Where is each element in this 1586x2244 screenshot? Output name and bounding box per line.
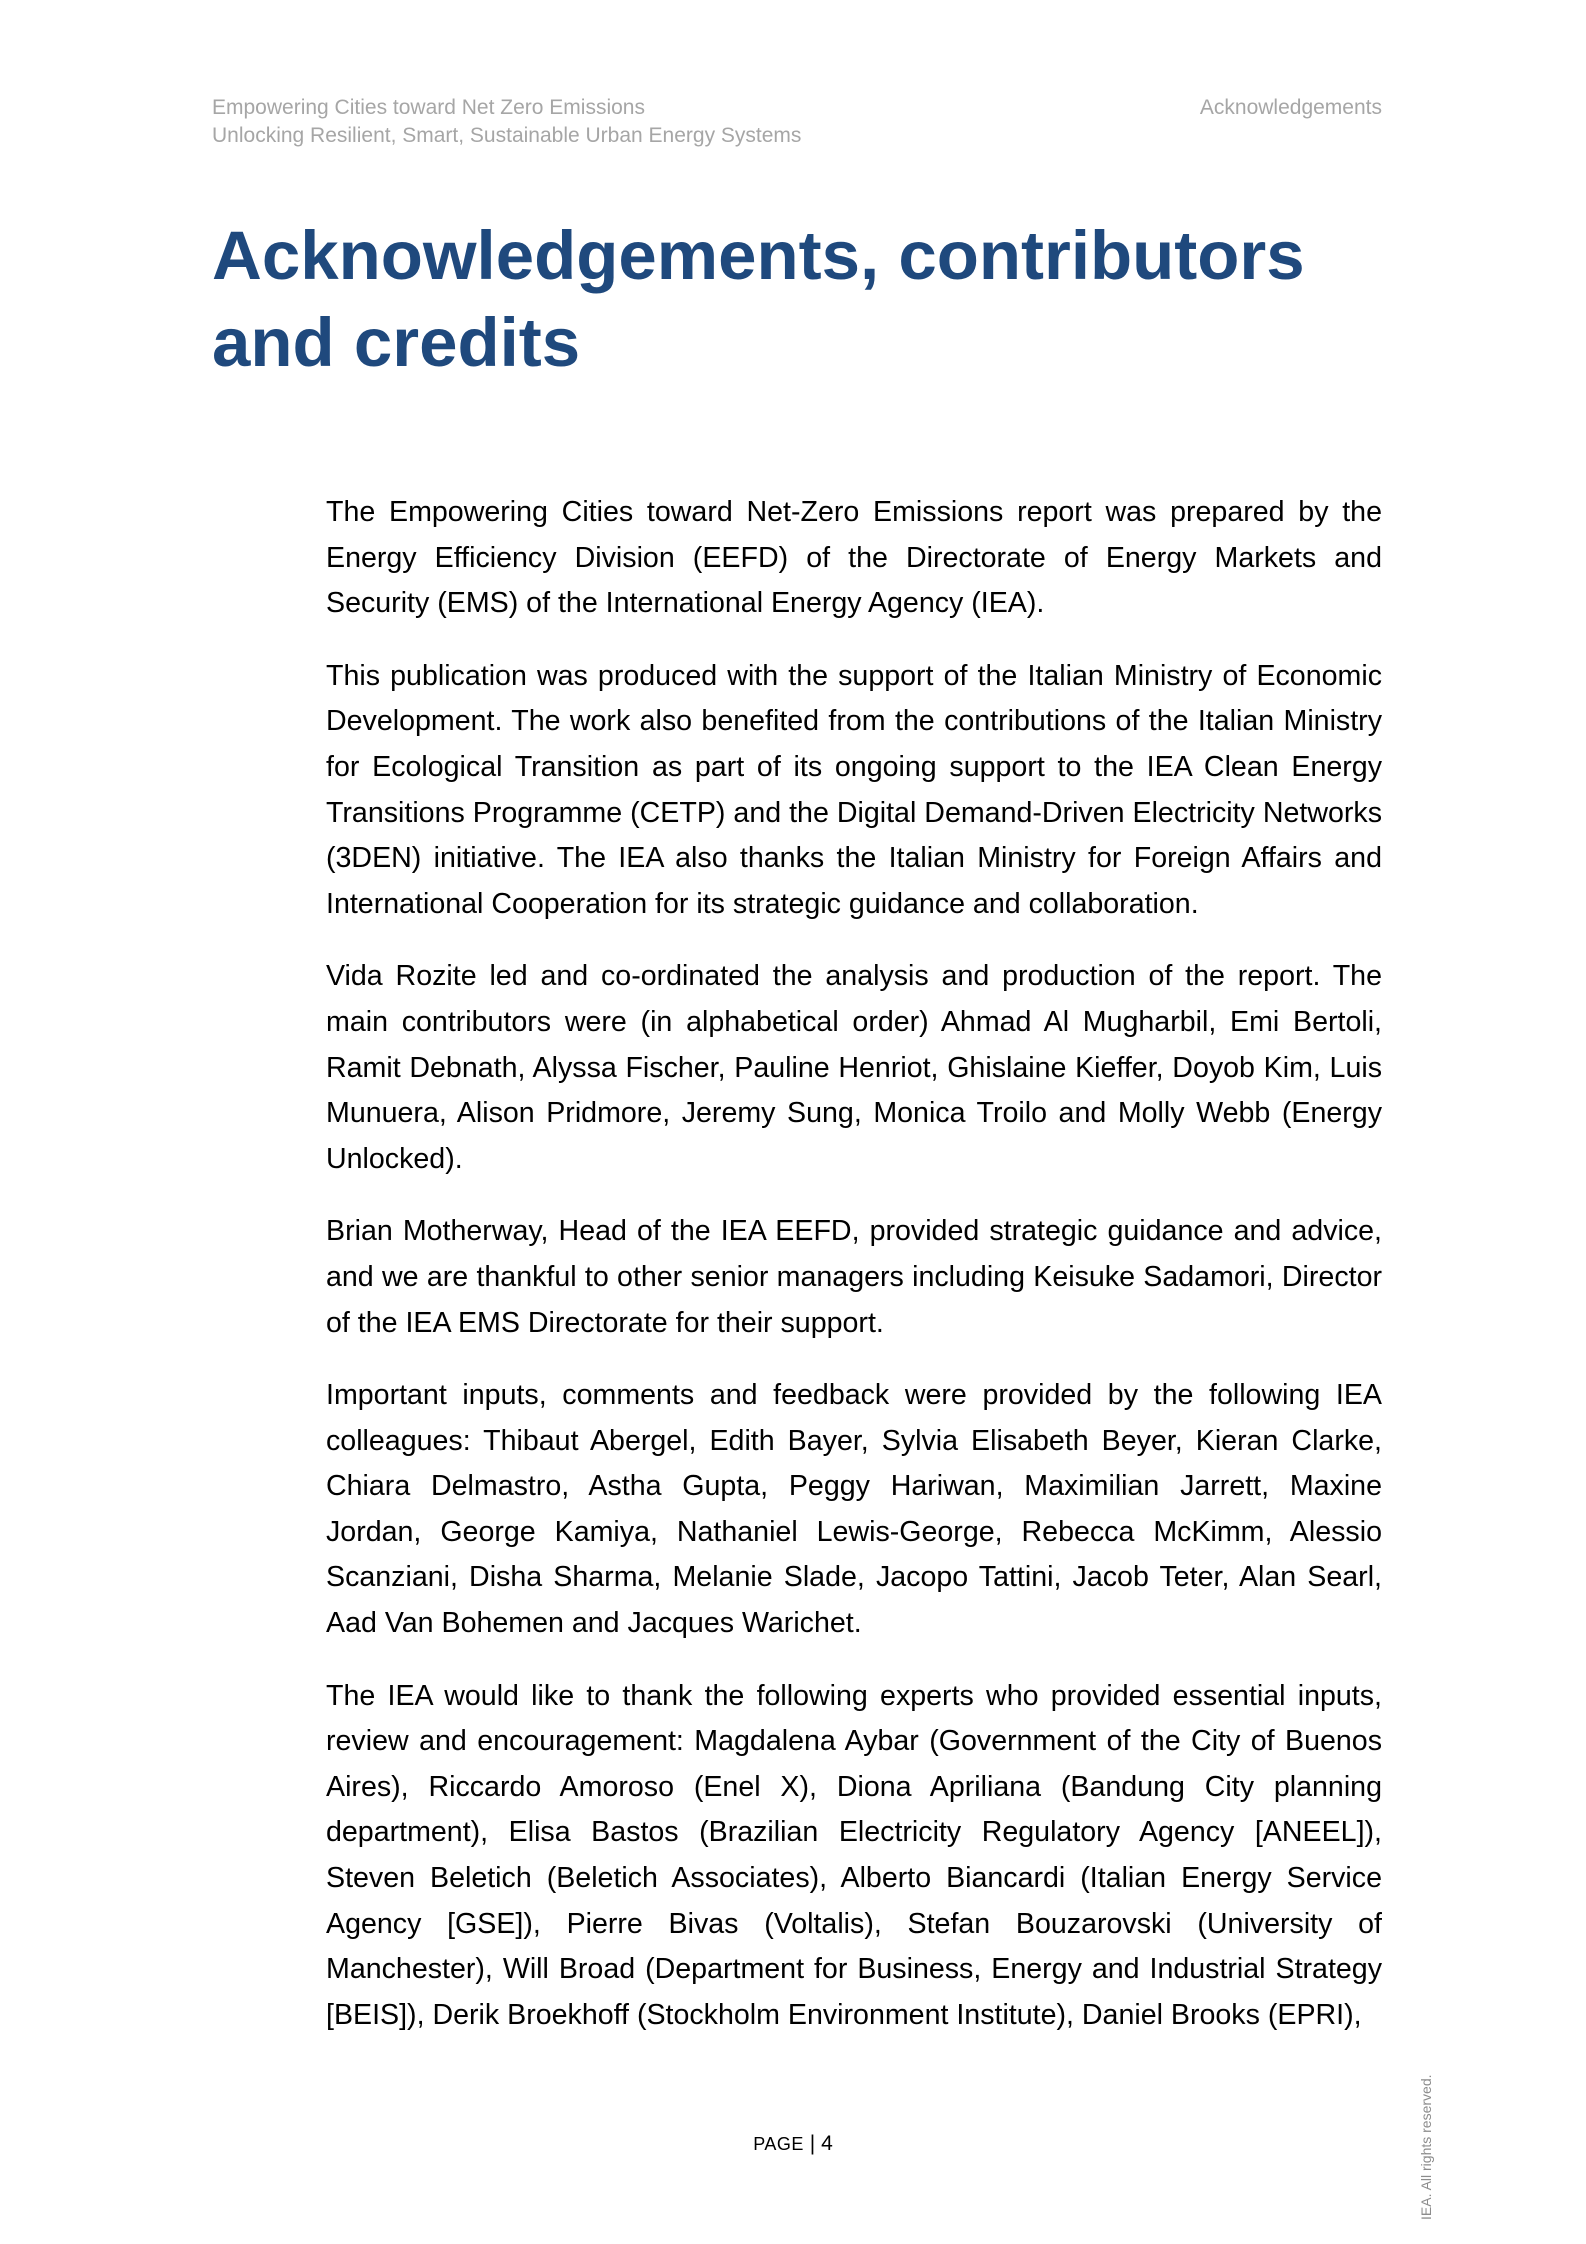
paragraph-external-experts: The IEA would like to thank the following experts who provided essential inputs, review and encouragement: Magdalena Aybar (Government of the City of Buenos Aires), Riccardo Amoroso (Enel X), Diona Apriliana (Bandung City planning department), Elisa Bastos (Brazilian Electricity Regulatory Agency [ANEEL]), Steven Beletich (Beletich Associates), Alberto Biancardi (Italian Energy Service Agency [GSE]), Pierre Bivas (Voltalis), Stefan Bouzarovski (University of Manchester), Will Broad (Department for Business, Energy and Industrial Strategy [BEIS]), Derik Broekhoff (Stockholm Environment Institute), Daniel Brooks (EPRI), [326, 1679, 1382, 2031]
header-section-name: Acknowledgements [1199, 96, 1382, 119]
rights-notice: IEA. All rights reserved. [1418, 2074, 1434, 2220]
page-separator: | [809, 2132, 816, 2155]
header-report-title: Empowering Cities toward Net Zero Emissions [212, 96, 645, 119]
paragraph-main-contributors: Vida Rozite led and co-ordinated the analysis and production of the report. The main contributors were (in alphabetical order) Ahmad Al Mugharbil, Emi Bertoli, Ramit Debnath, Alyssa Fischer, Pauline Henriot, Ghislaine Kieffer, Doyob Kim, Luis Munuera, Alison Pridmore, Jeremy Sung, Monica Troilo and Molly Webb (Energy Unlocked). [326, 960, 1382, 1175]
running-header [212, 94, 1382, 150]
page-label: PAGE [753, 2134, 804, 2154]
paragraph-strategic-guidance: Brian Motherway, Head of the IEA EEFD, provided strategic guidance and advice, and we are thankful to other senior managers including Keisuke Sadamori, Director of the IEA EMS Directorate for their support. [326, 1215, 1382, 1339]
page-title-line-2: and credits [212, 304, 581, 381]
body-text [326, 490, 1382, 2065]
page-number-footer [0, 2132, 1586, 2156]
header-report-subtitle: Unlocking Resilient, Smart, Sustainable Urban Energy Systems [212, 124, 802, 147]
page-title-line-1: Acknowledgements, contributors [212, 217, 1305, 294]
paragraph-iea-colleagues: Important inputs, comments and feedback were provided by the following IEA colleagues: Thibaut Abergel, Edith Bayer, Sylvia Elisabeth Beyer, Kieran Clarke, Chiara Delmastro, Astha Gupta, Peggy Hariwan, Maximilian Jarrett, Maxine Jordan, George Kamiya, Nathaniel Lewis-George, Rebecca McKimm, Alessio Scanziani, Disha Sharma, Melanie Slade, Jacopo Tattini, Jacob Teter, Alan Searl, Aad Van Bohemen and Jacques Warichet. [326, 1379, 1382, 1640]
paragraph-publication-support: This publication was produced with the support of the Italian Ministry of Economic Development. The work also benefited from the contributions of the Italian Ministry for Ecological Transition as part of its ongoing support to the IEA Clean Energy Transitions Programme (CETP) and the Digital Demand-Driven Electricity Networks (3DEN) initiative. The IEA also thanks the Italian Ministry for Foreign Affairs and International Cooperation for its strategic guidance and collaboration. [326, 659, 1382, 920]
page-title [212, 212, 1412, 386]
page-number: 4 [821, 2132, 833, 2155]
paragraph-report-preparation: The Empowering Cities toward Net-Zero Emissions report was prepared by the Energy Efficiency Division (EEFD) of the Directorate of Energy Markets and Security (EMS) of the International Energy Agency (IEA). [326, 496, 1382, 620]
